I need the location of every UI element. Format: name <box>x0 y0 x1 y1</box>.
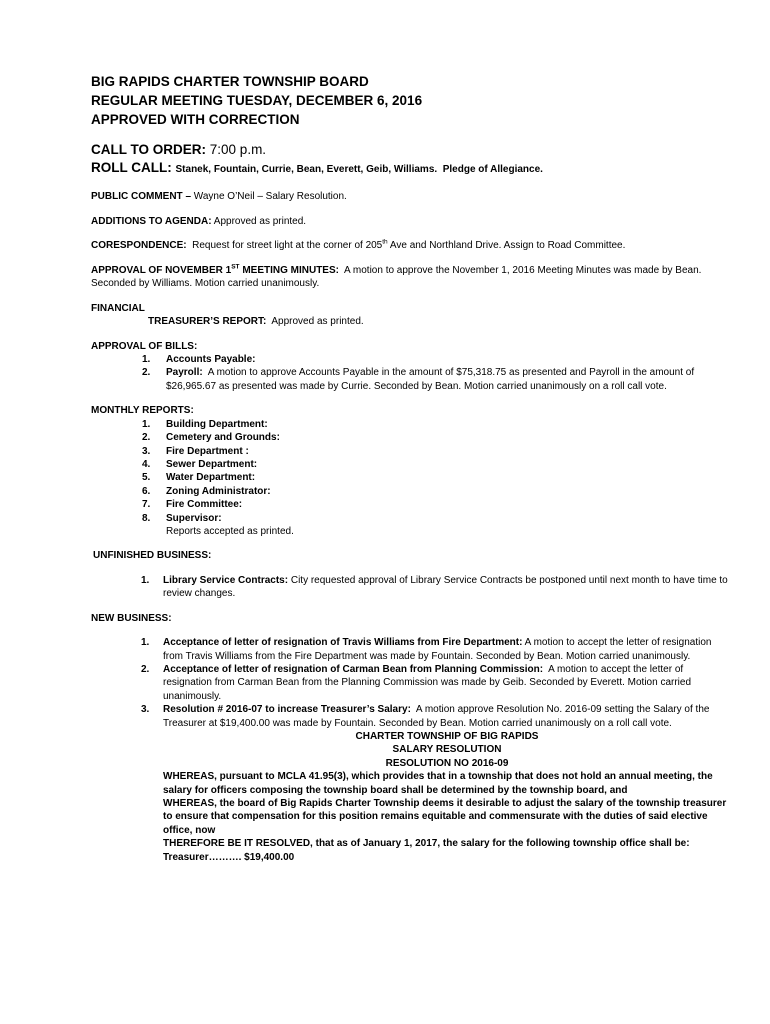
financial-section <box>91 302 731 329</box>
list-item: 3. Fire Department : <box>142 445 249 457</box>
approval-minutes-label-a: APPROVAL OF NOVEMBER 1 <box>91 264 232 276</box>
document-header <box>91 72 731 129</box>
bills-list <box>91 353 731 393</box>
resolution-heading-township: CHARTER TOWNSHIP OF BIG RAPIDS <box>355 731 539 743</box>
unfinished-business-label: UNFINISHED BUSINESS: <box>93 550 212 562</box>
list-item: 2. Cemetery and Grounds: <box>142 432 280 444</box>
list-item: 2. Payroll: A motion to approve Accounts Payable in the amount of $75,318.75 as presented and Payroll in the amount of $26,965.67 as presented was made by Currie. Seconded by Bean. Motion carried unanimously on a roll call vote. <box>142 367 695 392</box>
approval-minutes-sup: ST <box>231 263 240 271</box>
approval-minutes-text: A motion to approve the November 1, 2016 Meeting Minutes was made by Bean. Seconded by Williams. Motion carried unanimously. <box>91 264 702 289</box>
list-item: 2. Acceptance of letter of resignation of Carman Bean from Planning Commission: A motion to accept the letter of resignation from Carman Bean from the Planning Commission was made by Geib. Seconded by Everett. Motion carried unanimously. <box>141 664 692 702</box>
additions-text: Approved as printed. <box>213 215 307 227</box>
call-to-order-label: CALL TO ORDER: <box>91 142 207 157</box>
header-board-title: BIG RAPIDS CHARTER TOWNSHIP BOARD <box>91 74 369 89</box>
list-item: 3. Resolution # 2016-07 to increase Treasurer’s Salary: A motion approve Resolution No. 2016-09 setting the Salary of the Treasurer at $19,400.00 was made by Fountain. Seconded by Bean. Motion carried unanimously on a roll call vote. <box>141 704 710 729</box>
call-to-order <box>91 141 731 159</box>
list-item: 1. Acceptance of letter of resignation of Travis Williams from Fire Department: A motion to accept the letter of resignation from Travis Williams from the Fire Department was made by Fountain. Seconded by Bean. Motion carried unanimously. <box>141 637 712 662</box>
financial-label: FINANCIAL <box>91 302 145 314</box>
resolution-whereas-2: WHEREAS, the board of Big Rapids Charter Township deems it desirable to adjust the salary of the township treasurer to ensure that compensation for this position remains equitable and commensurate with the duties of said elective office, now <box>163 798 727 836</box>
additions-to-agenda <box>91 215 731 229</box>
bills-label: APPROVAL OF BILLS: <box>91 340 198 352</box>
roll-call: ROLL CALL: Stanek, Fountain, Currie, Bean, Everett, Geib, Williams. Pledge of Allegiance. <box>91 160 543 175</box>
unfinished-business-items <box>91 574 731 601</box>
public-comment-text: Wayne O’Neil – Salary Resolution. <box>193 191 347 202</box>
treasurer-report <box>91 315 731 329</box>
new-business-list <box>91 636 731 730</box>
roll-call-pledge: Pledge of Allegiance. <box>442 164 543 175</box>
correspondence-sup: th <box>382 238 388 246</box>
list-item: 7. Fire Committee: <box>142 499 243 511</box>
treasurer-report-label: TREASURER’S REPORT: <box>148 316 267 327</box>
public-comment <box>91 190 731 204</box>
roll-call-names: Stanek, Fountain, Currie, Bean, Everett, Geib, Williams <box>175 164 435 175</box>
new-business-label: NEW BUSINESS: <box>91 612 172 624</box>
list-item: 1. Accounts Payable: <box>142 354 256 365</box>
monthly-reports-note: Reports accepted as printed. <box>166 525 294 537</box>
list-item: 8. Supervisor: <box>142 512 222 524</box>
resolution-heading-number: RESOLUTION NO 2016-09 <box>385 757 509 769</box>
monthly-reports <box>91 404 731 538</box>
list-item: 1. Building Department: <box>142 418 268 430</box>
approval-of-minutes <box>91 264 731 291</box>
new-business <box>91 612 731 626</box>
header-approval-status: APPROVED WITH CORRECTION <box>91 112 300 127</box>
approval-minutes-label-b: MEETING MINUTES: <box>242 264 339 276</box>
header-meeting-date: REGULAR MEETING TUESDAY, DECEMBER 6, 2016 <box>91 93 423 108</box>
list-item: 4. Sewer Department: <box>142 458 258 470</box>
call-to-order-time: 7:00 p.m. <box>209 142 267 157</box>
additions-label: ADDITIONS TO AGENDA: <box>91 215 212 227</box>
treasurer-report-text: Approved as printed. <box>271 316 364 327</box>
resolution-whereas-1: WHEREAS, pursuant to MCLA 41.95(3), which provides that in a township that does not hold an annual meeting, the salary for officers composing the township board shall be determined by the township board, and <box>163 771 713 796</box>
new-business-items <box>91 636 731 730</box>
roll-call-label: ROLL CALL: <box>91 160 172 175</box>
list-item: 1. Library Service Contracts: City requested approval of Library Service Contracts be postponed until next month to have time to review changes. <box>141 574 728 600</box>
correspondence-label: CORESPONDENCE: <box>91 240 187 251</box>
monthly-reports-label: MONTHLY REPORTS: <box>91 405 194 417</box>
approval-of-bills <box>91 340 731 394</box>
unfinished-list <box>91 574 731 601</box>
public-comment-label: PUBLIC COMMENT – <box>91 191 191 202</box>
monthly-reports-list <box>91 418 731 525</box>
correspondence-text-a: Request for street light at the corner of 205 <box>192 240 383 251</box>
resolution-heading-title: SALARY RESOLUTION <box>392 744 502 756</box>
resolution-therefore: THEREFORE BE IT RESOLVED, that as of January 1, 2017, the salary for the following township office shall be: <box>163 838 690 850</box>
minutes-document <box>91 72 731 864</box>
salary-resolution <box>91 730 731 864</box>
list-item: 6. Zoning Administrator: <box>142 485 271 497</box>
unfinished-business <box>91 549 731 563</box>
list-item: 5. Water Department: <box>142 472 256 484</box>
correspondence-text-b: Ave and Northland Drive. Assign to Road Committee. <box>389 240 626 251</box>
correspondence <box>91 239 731 253</box>
resolution-treasurer-salary: Treasurer………. $19,400.00 <box>163 851 295 863</box>
